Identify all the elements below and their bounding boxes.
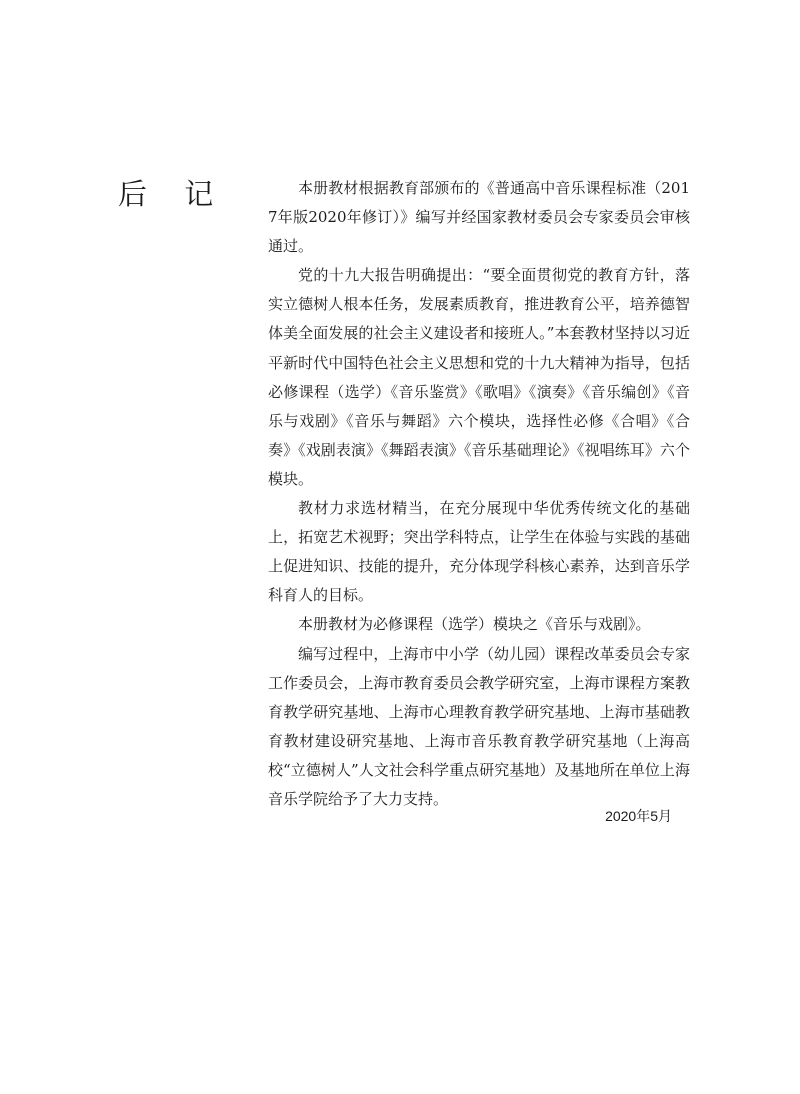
postscript-body bbox=[268, 174, 690, 814]
publication-date: 2020年5月 bbox=[605, 808, 672, 824]
paragraph-material-goals: 教材力求选材精当，在充分展现中华优秀传统文化的基础上，拓宽艺术视野；突出学科特点，让学生在体验与实践的基础上促进知识、技能的提升，充分体现学科核心素养，达到音乐学科育人的目标。 bbox=[268, 499, 690, 605]
page-heading: 后 记 bbox=[118, 177, 228, 211]
paragraph-education-policy: 党的十九大报告明确提出：“要全面贯彻党的教育方针，落实立德树人根本任务，发展素质教育，推进教育公平，培养德智体美全面发展的社会主义建设者和接班人。”本套教材坚持以习近平新时代中国特色社会主义思想和党的十九大精神为指导，包括必修课程（选学）《音乐鉴赏》《歌唱》《演奏》《音乐编创》《音乐与戏剧》《音乐与舞蹈》六个模块，选择性必修《合唱》《合奏》《戏剧表演》《舞蹈表演》《音乐基础理论》《视唱练耳》六个模块。 bbox=[268, 266, 690, 488]
paragraph-acknowledgements: 编写过程中，上海市中小学（幼儿园）课程改革委员会专家工作委员会，上海市教育委员会教学研究室，上海市课程方案教育教学研究基地、上海市心理教育教学研究基地、上海市基础教育教材建设研究基地、上海市音乐教育教学研究基地（上海高校“立德树人”人文社会科学重点研究基地）及基地所在单位上海音乐学院给予了大力支持。 bbox=[268, 644, 690, 808]
paragraph-curriculum-standard: 本册教材根据教育部颁布的《普通高中音乐课程标准（2017年版2020年修订）》编写并经国家教材委员会专家委员会审核通过。 bbox=[268, 179, 690, 256]
paragraph-module-statement: 本册教材为必修课程（选学）模块之《音乐与戏剧》。 bbox=[298, 615, 651, 634]
